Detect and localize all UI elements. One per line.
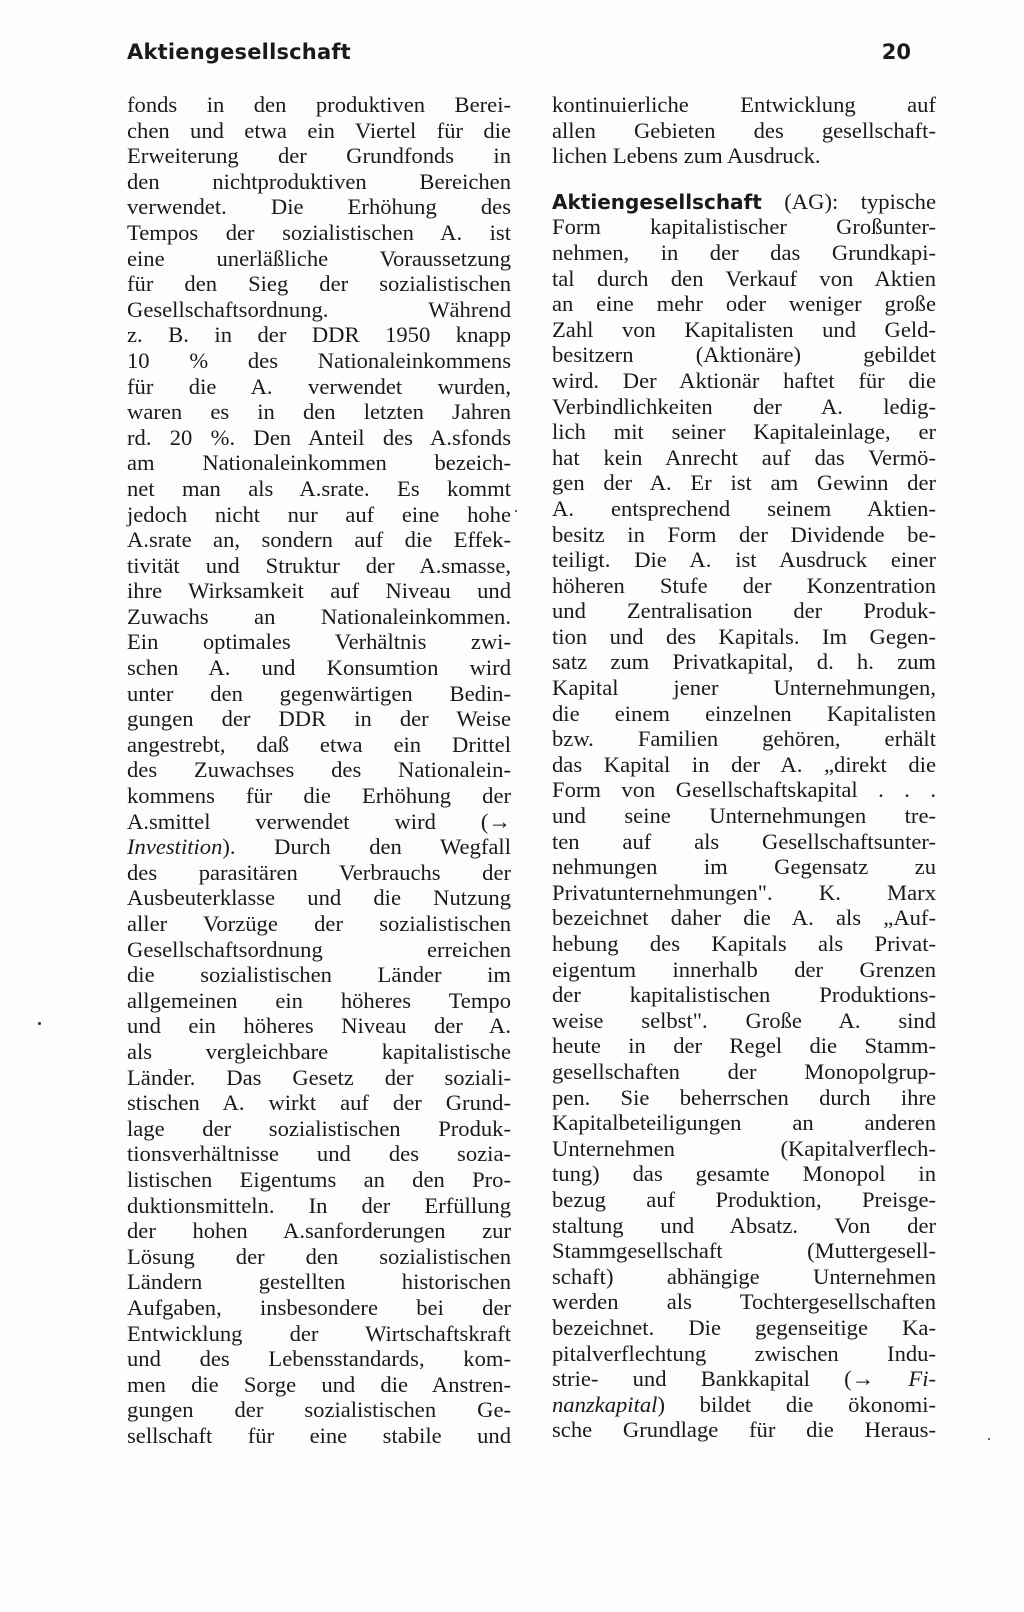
- text-line: am Nationaleinkommen bezeich-: [127, 450, 511, 476]
- text-line: unter den gegenwärtigen Bedin-: [127, 680, 511, 706]
- text-line: lage der sozialistischen Produk-: [127, 1115, 511, 1141]
- text-line: den nichtproduktiven Bereichen: [127, 168, 511, 194]
- text-line: Tempos der sozialistischen A. ist: [127, 219, 511, 245]
- text-line: nehmungen im Gegensatz zu: [552, 854, 936, 880]
- text-line: eigentum innerhalb der Grenzen: [552, 956, 936, 982]
- text-line: tal durch den Verkauf von Aktien: [552, 265, 936, 291]
- text-line: kommens für die Erhöhung der: [127, 783, 511, 809]
- text-line: Form kapitalistischer Großunter-: [552, 214, 936, 240]
- text-line: gen der A. Er ist am Gewinn der: [552, 470, 936, 496]
- text-line: net man als A.srate. Es kommt: [127, 475, 511, 501]
- text-line: besitzern (Aktionäre) gebildet: [552, 342, 936, 368]
- text-line: Ein optimales Verhältnis zwi-: [127, 629, 511, 655]
- cross-reference: Investition: [127, 834, 223, 860]
- right-text-column: [552, 92, 936, 1443]
- text-line: chen und etwa ein Viertel für die: [127, 117, 511, 143]
- text-line: wird. Der Aktionär haftet für die: [552, 367, 936, 393]
- text-line: Zuwachs an Nationaleinkommen.: [127, 603, 511, 629]
- text-line: für den Sieg der sozialistischen: [127, 271, 511, 297]
- text-line: Länder. Das Gesetz der soziali-: [127, 1064, 511, 1090]
- text-line: Stammgesellschaft (Muttergesell-: [552, 1238, 936, 1264]
- text-line: tivität und Struktur der A.smasse,: [127, 552, 511, 578]
- text-line: und Zentralisation der Produk-: [552, 598, 936, 624]
- text-line: Gesellschaftsordnung erreichen: [127, 936, 511, 962]
- text-line: angestrebt, daß etwa ein Drittel: [127, 731, 511, 757]
- text-line: Zahl von Kapitalisten und Geld-: [552, 316, 936, 342]
- text-line: waren es in den letzten Jahren: [127, 399, 511, 425]
- text-line: bezug auf Produktion, Preisge-: [552, 1186, 936, 1212]
- entry-headword: Aktiengesellschaft: [552, 189, 762, 214]
- text-line: werden als Tochtergesellschaften: [552, 1289, 936, 1315]
- text-line: Lösung der den sozialistischen: [127, 1243, 511, 1269]
- print-speck: [515, 510, 517, 512]
- text-line: lich mit seiner Kapitaleinlage, er: [552, 419, 936, 445]
- text-line: satz zum Privatkapital, d. h. zum: [552, 649, 936, 675]
- text-line: Kapitalbeteiligungen an anderen: [552, 1110, 936, 1136]
- text-line: Gesellschaftsordnung. Während: [127, 296, 511, 322]
- text-line: Investition). Durch den Wegfall: [127, 834, 511, 860]
- text-line: die einem einzelnen Kapitalisten: [552, 700, 936, 726]
- text-line: aller Vorzüge der sozialistischen: [127, 911, 511, 936]
- text-line: A.srate an, sondern auf die Effek-: [127, 527, 511, 553]
- text-line: stischen A. wirkt auf der Grund-: [127, 1090, 511, 1116]
- text-line: rd. 20 %. Den Anteil des A.sfonds: [127, 424, 511, 450]
- text-line: der hohen A.sanforderungen zur: [127, 1218, 511, 1244]
- text-line: bezeichnet. Die gegenseitige Ka-: [552, 1314, 936, 1340]
- text-line: nehmen, in der das Grundkapi-: [552, 239, 936, 265]
- text-line: z. B. in der DDR 1950 knapp: [127, 322, 511, 348]
- entry-paragraph: [552, 214, 936, 1443]
- text-line: sche Grundlage für die Heraus-: [552, 1417, 936, 1443]
- print-speck: [38, 1022, 41, 1025]
- text-line: und ein höheres Niveau der A.: [127, 1013, 511, 1039]
- text-line: schaft) abhängige Unternehmen: [552, 1263, 936, 1289]
- text-line: bzw. Familien gehören, erhält: [552, 726, 936, 752]
- continued-paragraph: [552, 92, 936, 169]
- text-line: nanzkapital) bildet die ökonomi-: [552, 1391, 936, 1417]
- text-line: eine unerläßliche Voraussetzung: [127, 245, 511, 271]
- cross-reference: Fi-: [908, 1366, 936, 1392]
- text-line: für die A. verwendet wurden,: [127, 373, 511, 399]
- text-line: und seine Unternehmungen tre-: [552, 803, 936, 829]
- text-line: kontinuierliche Entwicklung auf: [552, 92, 936, 117]
- text-line: gesellschaften der Monopolgrup-: [552, 1058, 936, 1084]
- text-line: gungen der sozialistischen Ge-: [127, 1397, 511, 1423]
- text-line: allen Gebieten des gesellschaft-: [552, 117, 936, 143]
- text-line: 10 % des Nationaleinkommens: [127, 347, 511, 373]
- text-line: A. entsprechend seinem Aktien-: [552, 495, 936, 521]
- text-line: Aufgaben, insbesondere bei der: [127, 1294, 511, 1320]
- text-line: gungen der DDR in der Weise: [127, 706, 511, 732]
- text-line: der kapitalistischen Produktions-: [552, 982, 936, 1008]
- text-line: höheren Stufe der Konzentration: [552, 572, 936, 598]
- text-line: als vergleichbare kapitalistische: [127, 1038, 511, 1064]
- text-line: Kapital jener Unternehmungen,: [552, 675, 936, 701]
- text-line: listischen Eigentums an den Pro-: [127, 1166, 511, 1192]
- page-number: 20: [881, 40, 911, 64]
- text-line: die sozialistischen Länder im: [127, 962, 511, 988]
- text-line: das Kapital in der A. „direkt die: [552, 751, 936, 777]
- text-line: staltung und Absatz. Von der: [552, 1212, 936, 1238]
- entry-first-line: [552, 189, 936, 215]
- text-line: A.smittel verwendet wird (→: [127, 808, 511, 834]
- text-line: men die Sorge und die Anstren-: [127, 1371, 511, 1397]
- text-line: verwendet. Die Erhöhung des: [127, 194, 511, 220]
- text-line: Ländern gestellten historischen: [127, 1269, 511, 1295]
- text-line: allgemeinen ein höheres Tempo: [127, 987, 511, 1013]
- text-line: Verbindlichkeiten der A. ledig-: [552, 393, 936, 419]
- text-line: Unternehmen (Kapitalverflech-: [552, 1135, 936, 1161]
- text-line: Form von Gesellschaftskapital . . .: [552, 777, 936, 803]
- text-line: fonds in den produktiven Berei-: [127, 92, 511, 117]
- text-line: des parasitären Verbrauchs der: [127, 859, 511, 885]
- text-line: schen A. und Konsumtion wird: [127, 655, 511, 681]
- running-head: Aktiengesellschaft: [127, 40, 351, 64]
- text-line: Erweiterung der Grundfonds in: [127, 143, 511, 169]
- text-line: besitz in Form der Dividende be-: [552, 521, 936, 547]
- text-line: des Zuwachses des Nationalein-: [127, 757, 511, 783]
- text-line: teiligt. Die A. ist Ausdruck einer: [552, 547, 936, 573]
- text-line: hebung des Kapitals als Privat-: [552, 931, 936, 956]
- text-line: tion und des Kapitals. Im Gegen-: [552, 623, 936, 649]
- cross-reference: nanzkapital: [552, 1391, 658, 1417]
- text-line: bezeichnet daher die A. als „Auf-: [552, 905, 936, 931]
- text-line: und des Lebensstandards, kom-: [127, 1346, 511, 1372]
- text-line: Ausbeuterklasse und die Nutzung: [127, 885, 511, 911]
- text-line: weise selbst". Große A. sind: [552, 1007, 936, 1033]
- text-line: pen. Sie beherrschen durch ihre: [552, 1084, 936, 1110]
- text-line: strie- und Bankkapital (→ Fi-: [552, 1366, 936, 1392]
- print-speck: [988, 1438, 990, 1440]
- text-line: tionsverhältnisse und des sozia-: [127, 1141, 511, 1167]
- entry-first-line-text: (AG): typische: [761, 188, 936, 214]
- paragraph-gap: [552, 169, 936, 189]
- text-line: hat kein Anrecht auf das Vermö-: [552, 444, 936, 470]
- text-line: an eine mehr oder weniger große: [552, 291, 936, 317]
- text-line: lichen Lebens zum Ausdruck.: [552, 143, 821, 169]
- text-line: Entwicklung der Wirtschaftskraft: [127, 1320, 511, 1346]
- text-line: jedoch nicht nur auf eine hohe: [127, 501, 511, 527]
- text-line: ihre Wirksamkeit auf Niveau und: [127, 578, 511, 604]
- text-line: ten auf als Gesellschaftsunter-: [552, 828, 936, 854]
- text-line: heute in der Regel die Stamm-: [552, 1033, 936, 1059]
- text-line: sellschaft für eine stabile und: [127, 1422, 511, 1448]
- left-text-column: [127, 92, 511, 1448]
- text-line: Privatunternehmungen". K. Marx: [552, 879, 936, 905]
- text-line: duktionsmitteln. In der Erfüllung: [127, 1192, 511, 1218]
- text-line: tung) das gesamte Monopol in: [552, 1161, 936, 1187]
- text-line: pitalverflechtung zwischen Indu-: [552, 1340, 936, 1366]
